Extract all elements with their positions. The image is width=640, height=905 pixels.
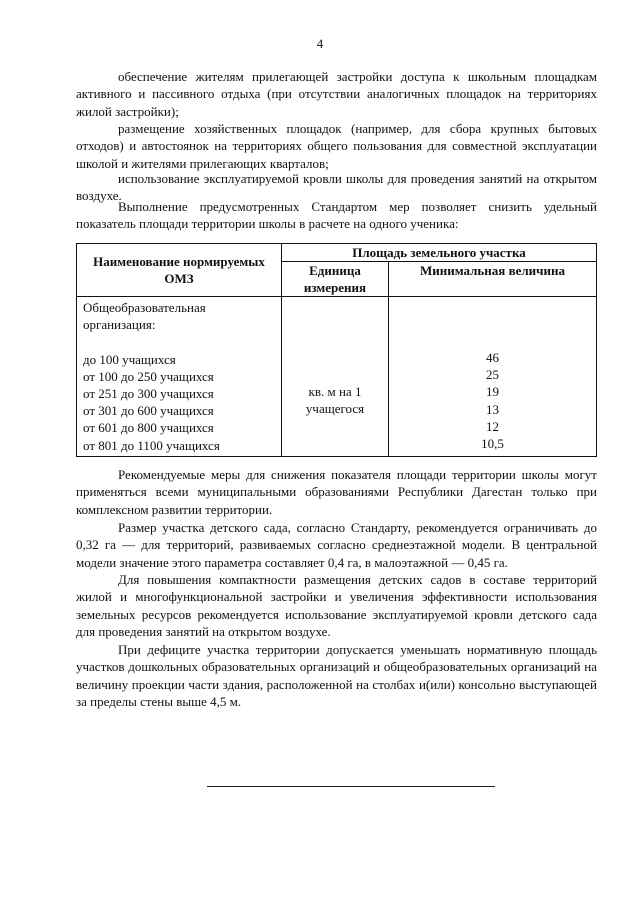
paragraph-deficit: При дефиците участка территории допускается уменьшать нормативную площадь участков дошкольных образовательных организаций и общеобразовательных организаций на величину проекции части здания, расположенной на столбах и(или) консольно выступающей за пределы стены выше 4,5 м.: [76, 642, 597, 710]
row-value: 25: [486, 367, 499, 383]
row-name: от 251 до 300 учащихся: [83, 386, 214, 401]
row-name: до 100 учащихся: [83, 351, 176, 367]
cell-min-values: [389, 297, 597, 457]
paragraph-roof-usage: использование эксплуатируемой кровли школы для проведения занятий на открытом воздухе.: [76, 171, 597, 204]
footer-divider: [207, 786, 495, 787]
header-unit: Единица измерения: [282, 262, 389, 297]
org-label: Общеобразовательная организация:: [83, 300, 206, 333]
paragraph-utility-areas: размещение хозяйственных площадок (например, для сбора крупных бытовых отходов) и автостоянок на территориях общего пользования для совместной эксплуатации школой и жителями прилегающих кварталов;: [76, 121, 597, 171]
paragraph-playground-access: обеспечение жителям прилегающей застройки доступа к школьным площадкам активного и пассивного отдыха (при отсутствии аналогичных площадок на территориях жилой застройки);: [76, 69, 597, 119]
header-min-value: Минимальная величина: [389, 262, 597, 297]
row-name: от 601 до 800 учащихся: [83, 420, 214, 436]
cell-unit: [282, 297, 389, 457]
paragraph-kindergarten-size: Размер участка детского сада, согласно Стандарту, рекомендуется ограничивать до 0,32 га — для территорий, развиваемых согласно среднеэтажной модели. В центральной модели значение этого параметра составляет 0,4 га, в малоэтажной — 0,45 га.: [76, 520, 597, 570]
row-name: от 801 до 1100 учащихся: [83, 437, 220, 453]
row-value: 13: [486, 401, 499, 417]
row-name: от 301 до 600 учащихся: [83, 403, 214, 419]
row-value: 10,5: [481, 436, 504, 452]
paragraph-recommended-measures: Рекомендуемые меры для снижения показателя площади территории школы могут применяться всеми муниципальными образованиями Республики Дагестан только при комплексном развитии территории.: [76, 467, 597, 517]
paragraph-standard-measures: Выполнение предусмотренных Стандартом мер позволяет снизить удельный показатель площади территории школы в расчете на одного ученика:: [76, 199, 597, 232]
page-number: 4: [316, 36, 324, 51]
row-value: 19: [486, 384, 499, 400]
header-omz-name: Наименование нормируемых ОМЗ: [77, 244, 282, 297]
school-area-table: [76, 243, 597, 457]
paragraph-compactness: Для повышения компактности размещения детских садов в составе территорий жилой и многофункциональной застройки и увеличения эффективности использования земельных ресурсов рекомендуется использование эксплуатируемой кровли детского сада для проведения занятий на открытом воздухе.: [76, 572, 597, 640]
cell-names: [77, 297, 282, 457]
row-name: от 100 до 250 учащихся: [83, 368, 214, 384]
row-value: 12: [486, 418, 499, 434]
row-value: 46: [486, 350, 499, 365]
unit-value: кв. м на 1 учащегося: [305, 384, 365, 417]
header-land-area: Площадь земельного участка: [282, 244, 597, 262]
